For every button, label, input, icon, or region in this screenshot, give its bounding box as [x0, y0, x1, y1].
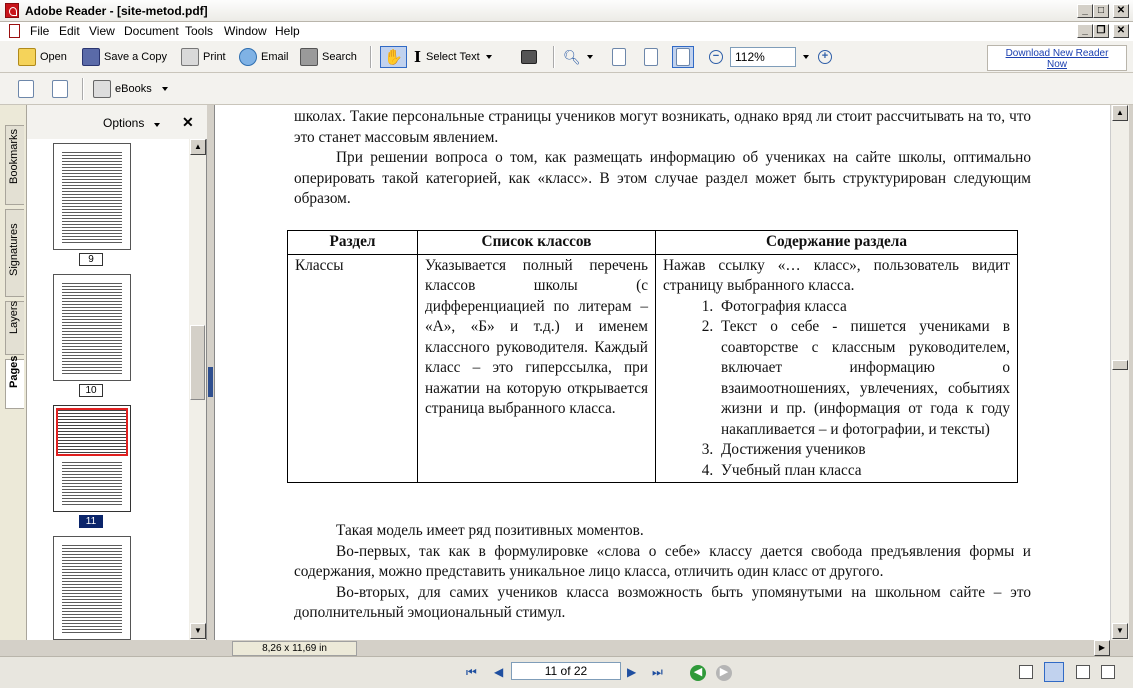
- actual-size-button[interactable]: [612, 46, 630, 68]
- menu-help[interactable]: Help: [275, 24, 300, 38]
- menu-view[interactable]: View: [89, 24, 115, 38]
- toolbar-separator: [553, 46, 555, 68]
- snapshot-button[interactable]: [521, 46, 541, 68]
- rotate-button[interactable]: [18, 78, 38, 100]
- printer-icon: [181, 48, 199, 66]
- fit-page-icon: [644, 48, 658, 66]
- open-label: Open: [40, 51, 67, 63]
- panel-scroll-thumb[interactable]: [190, 325, 205, 400]
- scroll-right-icon[interactable]: ▶: [1094, 640, 1110, 656]
- floppy-icon: [82, 48, 100, 66]
- page-number-input[interactable]: 11 of 22: [511, 662, 621, 680]
- paragraph: При решении вопроса о том, как размещать информацию об учениках на сайте школы, оптимально оперировать такой категорией, как «класс». В этом случае раздел может быть структурирован следующим образом.: [294, 149, 1031, 207]
- magnifier-icon: 🔍︎: [563, 48, 581, 65]
- first-page-icon[interactable]: ⏮: [466, 665, 477, 679]
- paragraph: Во-вторых, для самих учеников класса возможность быть упомянутыми на школьном сайте – это дополнительный эмоциональный стимул.: [294, 583, 1031, 621]
- list-item: 2. Текст о себе - пишется учениками в соавторстве с классным руководителем, включает информацию о взаимоотношениях, увлечениях, событиях жизни и пр. (информация от года к году накапливается – и фотографии, и тексты): [717, 317, 1010, 440]
- pages-panel: [27, 105, 207, 640]
- minimize-button[interactable]: _: [1077, 4, 1093, 18]
- paragraph: Такая модель имеет ряд позитивных моментов.: [336, 522, 644, 539]
- globe-icon: [239, 48, 257, 66]
- table-cell: Указывается полный перечень классов школы (с дифференциацией по литерам – «А», «Б» и т.д.) и именем классного руководителя. Каждый класс – это гиперссылка, при нажатии на которую открывается страница выбранного класса.: [418, 254, 656, 483]
- fit-width-icon: [676, 48, 690, 66]
- download-line-1: Download New Reader: [1005, 48, 1109, 59]
- menu-bar: [0, 22, 1133, 41]
- rotate-back-button[interactable]: [52, 78, 72, 100]
- scroll-down-icon[interactable]: ▼: [1112, 623, 1128, 639]
- menu-tools[interactable]: Tools: [185, 24, 214, 38]
- ebook-icon: [93, 80, 111, 98]
- menu-window[interactable]: Window: [224, 24, 267, 38]
- chevron-down-icon: [803, 55, 809, 59]
- tab-bookmarks-label: Bookmarks: [8, 128, 20, 184]
- close-button[interactable]: ✕: [1113, 4, 1129, 18]
- tab-signatures[interactable]: [5, 209, 24, 297]
- tab-bookmarks[interactable]: [5, 125, 24, 205]
- last-page-icon[interactable]: ⏭: [652, 665, 663, 679]
- go-back-icon[interactable]: ◀: [690, 665, 706, 681]
- list-item: 1. Фотография класса: [717, 297, 1010, 318]
- toolbar-separator: [370, 46, 372, 68]
- zoom-dropdown-button[interactable]: [797, 46, 809, 68]
- text-cursor-icon: I: [414, 48, 422, 66]
- email-button[interactable]: [239, 46, 289, 68]
- ebooks-button[interactable]: [93, 78, 168, 100]
- options-menu[interactable]: [103, 116, 160, 130]
- camera-icon: [521, 50, 537, 64]
- save-copy-label: Save a Copy: [104, 51, 167, 63]
- download-line-2: Now: [1046, 59, 1067, 70]
- minus-icon: −: [709, 50, 723, 64]
- adobe-reader-icon: [5, 3, 19, 18]
- select-text-label: Select Text: [426, 51, 480, 63]
- document-text-top: [294, 107, 1031, 210]
- tab-pages[interactable]: [5, 355, 24, 409]
- zoom-level-input[interactable]: 112%: [730, 47, 796, 67]
- tab-layers[interactable]: [5, 301, 24, 355]
- table-header: Список классов: [418, 231, 656, 255]
- scroll-up-icon[interactable]: ▲: [1112, 105, 1128, 121]
- binoculars-icon: [300, 48, 318, 66]
- menu-edit[interactable]: Edit: [59, 24, 80, 38]
- scroll-up-icon[interactable]: ▲: [190, 139, 206, 155]
- email-label: Email: [261, 51, 289, 63]
- menu-document[interactable]: Document: [124, 24, 179, 38]
- page-number-label-selected: 11: [79, 515, 103, 528]
- search-label: Search: [322, 51, 357, 63]
- cell-intro: Нажав ссылку «… класс», пользователь видит страницу выбранного класса.: [663, 256, 1010, 294]
- zoom-tool-button[interactable]: [563, 46, 593, 68]
- window-title: Adobe Reader - [site-metod.pdf]: [25, 4, 208, 18]
- list-item: 3. Достижения учеников: [717, 440, 1010, 461]
- secondary-toolbar: [0, 73, 1133, 105]
- print-button[interactable]: [181, 46, 226, 68]
- paragraph: школах. Такие персональные страницы учеников могут возникать, однако вряд ли стоит рассчитывать на то, что это станет массовым явлением.: [294, 108, 1031, 146]
- hand-icon: ✋: [384, 49, 403, 66]
- toolbar-separator: [82, 78, 84, 100]
- navigation-tabs: [0, 105, 27, 640]
- continuous-page-icon[interactable]: [1044, 662, 1064, 682]
- chevron-down-icon[interactable]: [486, 55, 492, 59]
- print-label: Print: [203, 51, 226, 63]
- panel-splitter[interactable]: [207, 105, 214, 640]
- maximize-button[interactable]: □: [1093, 4, 1109, 18]
- go-forward-icon[interactable]: ▶: [716, 665, 732, 681]
- single-page-icon[interactable]: [1019, 665, 1033, 679]
- page-thumbnail[interactable]: [53, 274, 131, 381]
- page-thumbnail[interactable]: [53, 536, 131, 640]
- doc-minimize-button[interactable]: _: [1077, 24, 1093, 38]
- rotate-page-icon: [18, 80, 34, 98]
- download-reader-link[interactable]: [987, 45, 1127, 71]
- next-page-icon[interactable]: ▶: [627, 665, 637, 679]
- sections-table: [287, 230, 1018, 483]
- fit-width-button[interactable]: [672, 46, 694, 68]
- navigation-bar: [0, 656, 1133, 688]
- save-copy-button[interactable]: [82, 46, 167, 68]
- document-scrollbar[interactable]: [1110, 105, 1129, 640]
- plus-icon: +: [818, 50, 832, 64]
- document-viewer[interactable]: [214, 105, 1110, 640]
- options-label: Options: [103, 116, 145, 130]
- document-text-bottom: [294, 521, 1031, 624]
- document-icon[interactable]: [9, 24, 20, 38]
- content-list: [663, 297, 1010, 482]
- page-thumbnail-selected[interactable]: [53, 405, 131, 512]
- doc-close-button[interactable]: ✕: [1113, 24, 1129, 38]
- page-number-label: 9: [79, 253, 103, 266]
- facing-page-icon[interactable]: [1076, 665, 1090, 679]
- open-button[interactable]: [18, 46, 67, 68]
- paragraph: Во-первых, так как в формулировке «слова о себе» классу дается свобода предъявления формы и содержания, можно представить уникальное лицо класса, отличить один класс от другого.: [294, 542, 1031, 580]
- chevron-down-icon: [162, 87, 168, 91]
- close-icon[interactable]: ✕: [182, 114, 194, 130]
- zoom-out-button[interactable]: [709, 46, 723, 68]
- chevron-down-icon[interactable]: [587, 55, 593, 59]
- zoom-in-button[interactable]: [818, 46, 832, 68]
- page-size-display: 8,26 x 11,69 in: [232, 641, 357, 656]
- scroll-down-icon[interactable]: ▼: [190, 623, 206, 639]
- chevron-down-icon: [154, 123, 160, 127]
- splitter-handle[interactable]: [208, 367, 213, 397]
- table-header: Содержание раздела: [656, 231, 1018, 255]
- previous-page-icon[interactable]: ◀: [494, 665, 504, 679]
- continuous-facing-icon[interactable]: [1101, 665, 1115, 679]
- page-thumbnail[interactable]: [53, 143, 131, 250]
- folder-icon: [18, 48, 36, 66]
- tab-layers-label: Layers: [8, 300, 20, 334]
- title-bar: [0, 0, 1133, 22]
- page-number-label: 10: [79, 384, 103, 397]
- tab-pages-label: Pages: [8, 355, 20, 388]
- list-item: 4. Учебный план класса: [717, 461, 1010, 482]
- hand-tool-button[interactable]: [380, 46, 407, 68]
- table-cell: [656, 254, 1018, 483]
- main-toolbar: [0, 41, 1133, 73]
- panel-header: [27, 105, 207, 139]
- select-text-button[interactable]: [414, 46, 492, 68]
- table-header: Раздел: [288, 231, 418, 255]
- search-button[interactable]: [300, 46, 357, 68]
- document-scroll-thumb[interactable]: [1112, 360, 1128, 370]
- page-icon: [612, 48, 626, 66]
- doc-restore-button[interactable]: ❐: [1093, 24, 1109, 38]
- menu-file[interactable]: File: [30, 24, 50, 38]
- ebooks-label: eBooks: [115, 83, 152, 95]
- fit-page-button[interactable]: [644, 46, 662, 68]
- rotate-left-icon: [52, 80, 68, 98]
- table-cell: Классы: [288, 254, 418, 483]
- tab-signatures-label: Signatures: [8, 223, 20, 276]
